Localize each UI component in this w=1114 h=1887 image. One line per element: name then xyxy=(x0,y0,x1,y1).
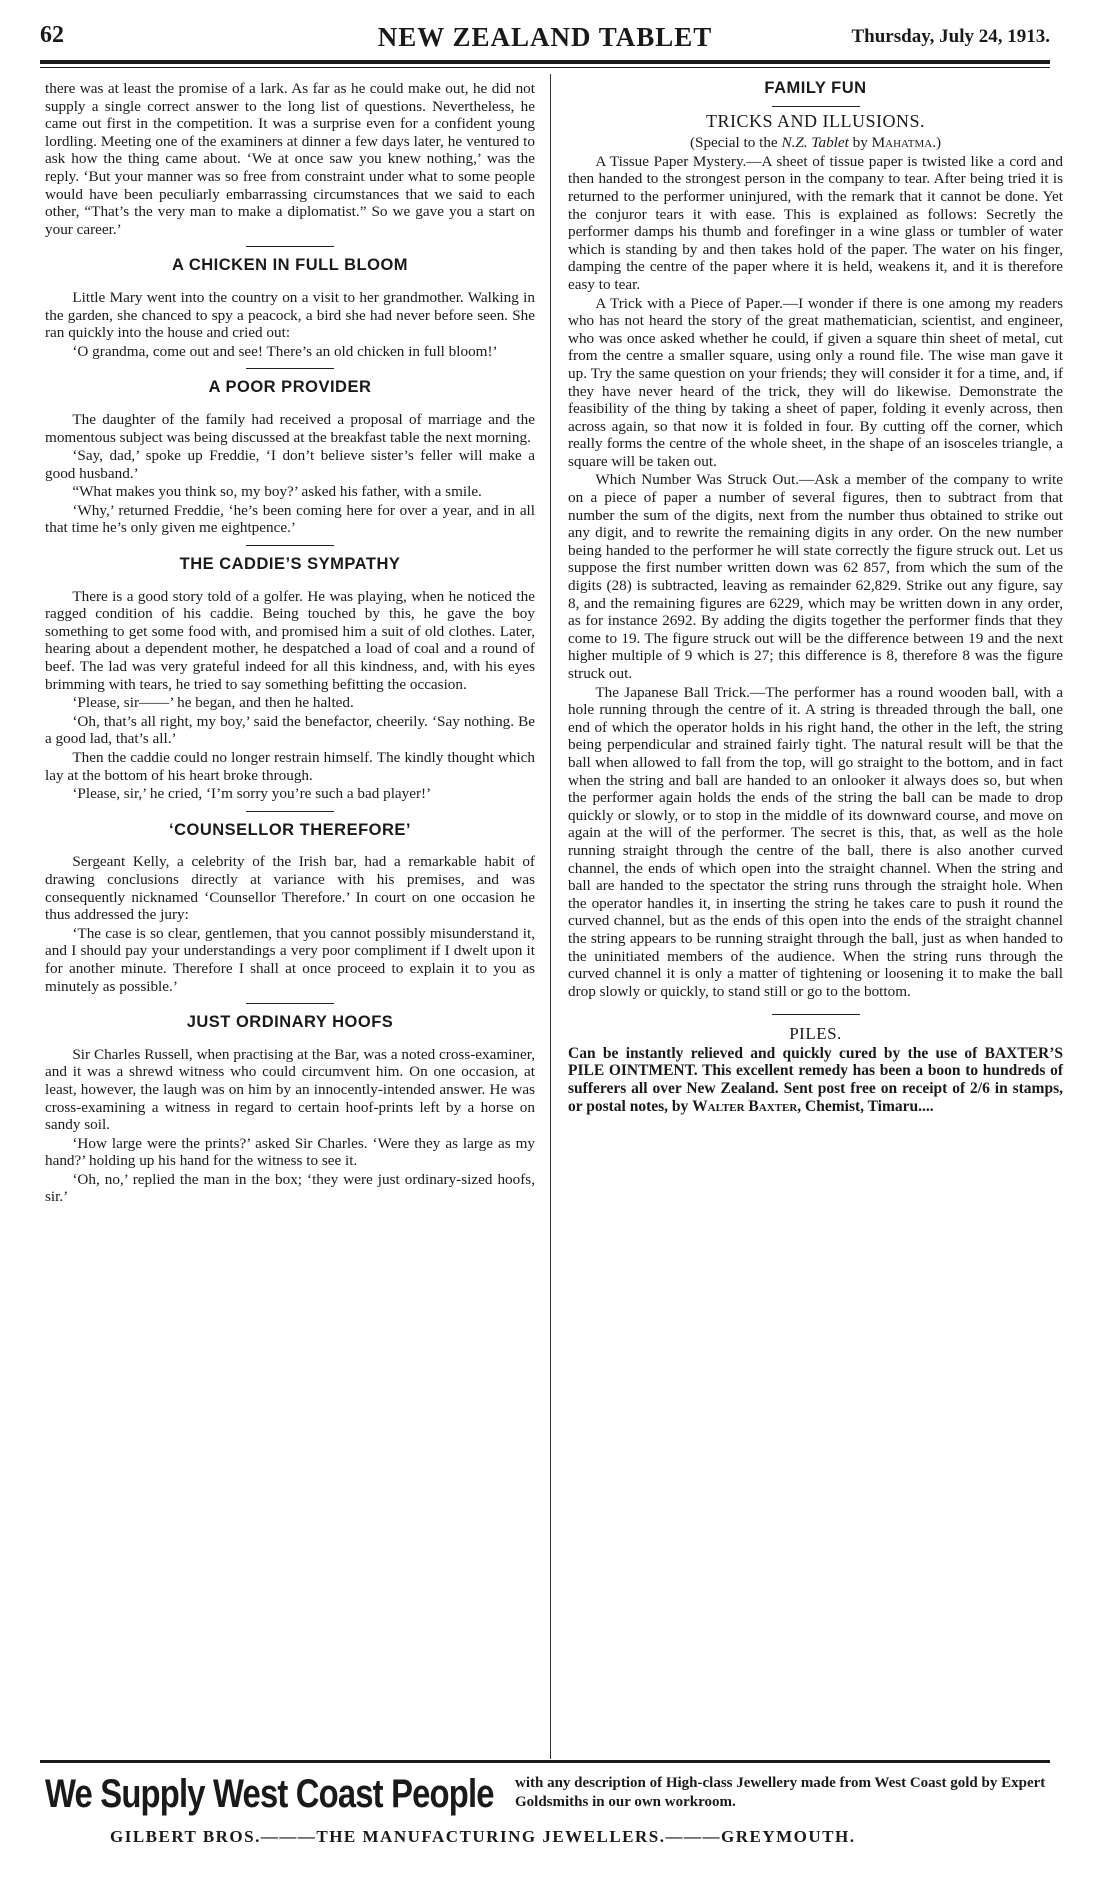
section-separator xyxy=(246,246,334,247)
counsellor-paragraph: Sergeant Kelly, a celebrity of the Irish bar, had a remarkable habit of drawing conclusions directly at variance with his premises, and was consequently nicknamed ‘Counsellor Therefore.’ In court on one occasion he thus addressed the jury: xyxy=(45,853,535,924)
piles-text-end: , Chemist, Timaru.... xyxy=(797,1097,934,1115)
masthead-rule xyxy=(40,60,1050,64)
piles-heading: PILES. xyxy=(789,1024,842,1044)
provider-paragraph: ‘Say, dad,’ spoke up Freddie, ‘I don’t believe sister’s feller will make a good husband.’ xyxy=(45,447,535,482)
piles-advert xyxy=(568,1045,1063,1115)
byline xyxy=(568,134,1063,152)
chicken-paragraph: ‘O grandma, come out and see! There’s an old chicken in full bloom!’ xyxy=(72,342,498,360)
counsellor-heading: ‘COUNSELLOR THEREFORE’ xyxy=(168,820,411,839)
caddie-paragraph: Then the caddie could no longer restrain himself. The kindly thought which lay at the bottom of his heart broke through. xyxy=(45,749,535,784)
issue-date: Thursday, July 24, 1913. xyxy=(851,26,1050,47)
hoofs-heading: JUST ORDINARY HOOFS xyxy=(186,1013,394,1032)
provider-paragraph: “What makes you think so, my boy?’ asked his father, with a smile. xyxy=(72,483,482,501)
chicken-paragraph: Little Mary went into the country on a visit to her grandmother. Walking in the garden, she chanced to spy a peacock, a bird she had never before seen. She ran quickly into the house and cried out: xyxy=(45,288,535,342)
hoofs-paragraph: ‘How large were the prints?’ asked Sir Charles. ‘Were they as large as my hand?’ holding up his hand for the witness to see it. xyxy=(45,1134,535,1170)
column-divider xyxy=(550,74,551,1759)
right-column xyxy=(568,80,1063,1116)
trick-paragraph: The Japanese Ball Trick.—The performer has a round wooden ball, with a hole running through the centre of it. A string is threaded through the ball, one end of which the operator holds in his right hand, the other in the left, the string being perpendicular and strained fairly tight. The natural result will be that the ball when allowed to fall from the top, will go straight to the bottom, and in fact when the string and ball are handed to an onlooker it always does so, but when the performer again holds the ends of the string the ball can be made to drop quickly or slowly, or to stop in the middle of its downward course, and move on again at the will of the performer. The secret is this, that, as well as the hole running straight through the centre of the ball, there is also another curved channel, the ends of which open into the straight channel. When the string and ball are handed to the spectator the string runs through the straight hole. When the operator handles it, in inserting the string he takes care to push it round the curved channel, but as the ends of this open into the ends of the straight channel the string appears to be running straight through the ball, just as when handed to the uninitiated members of the audience. When the string runs through the curved channel it is only a matter of tightening or loosening it to make the ball drop slowly or quickly, to stand still or go to the bottom. xyxy=(568,683,1063,1000)
section-separator xyxy=(772,106,860,107)
caddie-paragraph: ‘Oh, that’s all right, my boy,’ said the benefactor, cheerily. ‘Say nothing. Be a good lad, that’s all.’ xyxy=(45,712,535,748)
ad-headline: We Supply West Coast People xyxy=(45,1772,494,1816)
section-separator xyxy=(246,545,334,546)
provider-heading: A POOR PROVIDER xyxy=(208,378,372,397)
trick-paragraph: A Trick with a Piece of Paper.—I wonder if there is one among my readers who has not heard the story of the great mathematician, scientist, and engineer, who was once asked whether he could, if given a square thin sheet of metal, cut from the centre a smaller square, using only a round file. The wise man gave it up. Try the same question on your friends; they will consider it for a time, and, if they have never heard of the trick, they will do likewise. Demonstrate the feasibility of the thing by taking a sheet of paper, folding it evenly across, then across again, so that now it is folded in four. By cutting off the corner, which really forms the centre of the whole sheet, in the shape of an isosceles triangle, a square will be taken out. xyxy=(568,294,1063,470)
byline-mid: by xyxy=(848,134,872,152)
ad-description: with any description of High-class Jewellery made from West Coast gold by Expert Goldsmiths in our own workroom. xyxy=(515,1775,1046,1810)
byline-paper: N.Z. Tablet xyxy=(781,134,849,152)
byline-author: Mahatma xyxy=(871,134,933,152)
page-number: 62 xyxy=(40,22,64,48)
provider-paragraph: The daughter of the family had received a proposal of marriage and the momentous subject was being discussed at the breakfast table the next morning. xyxy=(45,410,535,446)
hoofs-paragraph: ‘Oh, no,’ replied the man in the box; ‘they were just ordinary-sized hoofs, sir.’ xyxy=(45,1170,535,1206)
chicken-heading: A CHICKEN IN FULL BLOOM xyxy=(171,256,409,275)
caddie-heading: THE CADDIE’S SYMPATHY xyxy=(179,555,401,574)
caddie-paragraph: ‘Please, sir——’ he began, and then he halted. xyxy=(72,694,354,712)
section-separator xyxy=(246,368,334,369)
jeweller-advertisement xyxy=(45,1770,1055,1870)
provider-paragraph: ‘Why,’ returned Freddie, ‘he’s been coming here for over a year, and in all that time he’s only given me eightpence.’ xyxy=(45,501,535,537)
caddie-paragraph: There is a good story told of a golfer. He was playing, when he noticed the ragged condition of his caddie. Being touched by this, he gave the boy something to get some food with, and promised him a suit of old clothes. Later, hearing about a dependent mother, he despatched a load of coal and a round of beef. The lad was very grateful indeed for all this kindness, and, with his eyes brimming with tears, he tried to say something befitting the occasion. xyxy=(45,587,535,693)
masthead xyxy=(40,22,1050,52)
tricks-subheading: TRICKS AND ILLUSIONS. xyxy=(705,110,925,131)
masthead-rule-thin xyxy=(40,67,1050,68)
piles-text: Can be instantly relieved and quickly cured by the use of BAXTER’S PILE OINTMENT. This excellent remedy has been a boon to hundreds of sufferers all over New Zealand. Sent post free on receipt of 2/6 in stamps, or postal notes, by xyxy=(568,1044,1063,1115)
section-separator xyxy=(772,1014,860,1015)
caddie-paragraph: ‘Please, sir,’ he cried, ‘I’m sorry you’re such a bad player!’ xyxy=(72,785,432,803)
hoofs-paragraph: Sir Charles Russell, when practising at the Bar, was a noted cross-examiner, and it was a shrewd witness who could circumvent him. On one occasion, at least, however, the laugh was on him by an innocently-intended answer. He was cross-examining a witness in regard to certain hoof-prints left by a horse on sandy soil. xyxy=(45,1045,535,1134)
newspaper-title: NEW ZEALAND TABLET xyxy=(377,22,713,52)
counsellor-paragraph: ‘The case is so clear, gentlemen, that you cannot possibly misunderstand it, and I should pay your understandings a very poor compliment if I dwelt upon it for another minute. Therefore I shall at once proceed to explain it to you as minutely as possible.’ xyxy=(45,924,535,995)
section-separator xyxy=(246,811,334,812)
byline-prefix: (Special to the xyxy=(689,134,782,152)
left-column xyxy=(45,80,535,1207)
piles-name: Walter Baxter xyxy=(692,1097,798,1115)
ad-footer-line: GILBERT BROS.———THE MANUFACTURING JEWELLERS.———GREYMOUTH. xyxy=(110,1827,856,1846)
byline-suffix: .) xyxy=(932,134,942,152)
trick-paragraph: A Tissue Paper Mystery.—A sheet of tissue paper is twisted like a cord and then handed to the strongest person in the company to tear. After being tried it is returned to the performer uninjured, with the remark that it cannot be done. Yet the conjuror tears it with ease. This is explained as follows: Secretly the performer damps his thumb and forefinger in a wine glass or tumbler of water which is standing by and then takes hold of the paper. The water on his finger, damping the centre of the paper where it is held, weakens it, and it is therefore easy to tear. xyxy=(568,152,1063,293)
footer-rule xyxy=(40,1760,1050,1763)
family-fun-heading: FAMILY FUN xyxy=(764,79,867,97)
intro-paragraph: there was at least the promise of a lark. As far as he could make out, he did not supply a single correct answer to the long list of questions. Nevertheless, he came out first in the competition. It was a surprise even for a confident young lordling. Meeting one of the examiners at dinner a few days later, he ventured to ask how the thing came about. ‘We at once saw you knew nothing,’ was the reply. ‘But your manner was so free from constraint under what to some people would have been peculiarly embarrassing circumstances that we said to each other, “That’s the very man to make a diplomatist.” So we gave you a start on your career.’ xyxy=(45,80,535,238)
section-separator xyxy=(246,1003,334,1004)
trick-paragraph: Which Number Was Struck Out.—Ask a member of the company to write on a piece of paper a number of several figures, then to subtract from that number the sum of the digits, next from the number thus obtained to strike out any digit, and to rewrite the remaining digits in any order. On the new number being handed to the performer he will state correctly the figure struck out. Let us suppose the first number written down was 62 857, from which the sum of the digits (28) is subtracted, leaving as remainder 62,829. Strike out any figure, say 8, and the remaining figures are 6229, which may be written down in any order, as for instance 2692. By adding the digits together the performer finds that they come to 19. The figure struck out will be the difference between 19 and the next higher multiple of 9 which is 27; this difference is 8, therefore 8 was the figure struck out. xyxy=(568,471,1063,682)
